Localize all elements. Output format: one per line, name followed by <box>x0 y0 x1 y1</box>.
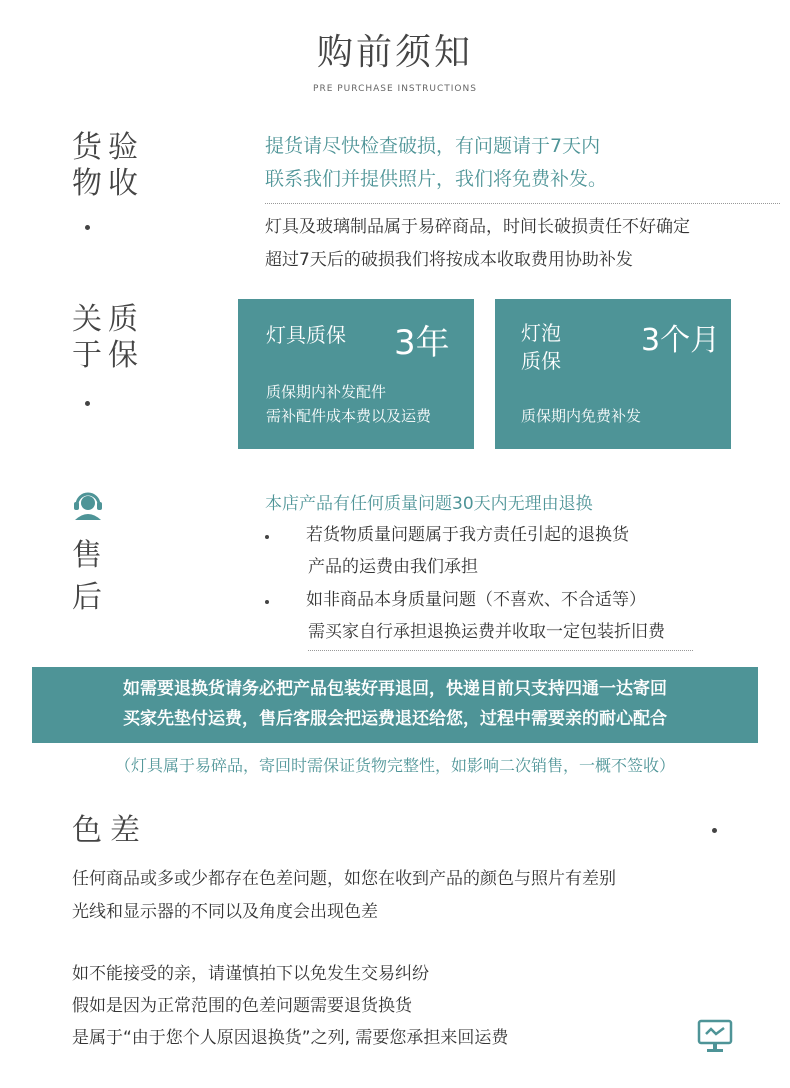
inspection-note-line1: 灯具及玻璃制品属于易碎商品，时间长破损责任不好确定 <box>265 217 690 237</box>
warranty-heading-col1: 关于 <box>72 302 102 373</box>
bulb-warranty-name-line2: 质保 <box>521 349 561 373</box>
inspection-note-line2: 超过7天后的破损我们将按成本收取费用协助补发 <box>265 250 633 270</box>
inspection-highlight-line1: 提货请尽快检查破损，有问题请于7天内 <box>265 135 601 157</box>
lamp-warranty-desc-line1: 质保期内补发配件 <box>266 383 387 401</box>
warranty-heading-col2: 质保 <box>108 302 138 373</box>
color-diff-heading: 色差 <box>72 813 148 848</box>
bulb-warranty-desc: 质保期内免费补发 <box>521 407 642 425</box>
aftersale-heading-line1: 售 <box>72 538 102 573</box>
color-diff-line5: 是属于“由于您个人原因退换货”之列, 需要您承担来回运费 <box>72 1028 509 1048</box>
page-subtitle: PRE PURCHASE INSTRUCTIONS <box>313 84 477 94</box>
aftersale-bullet1-line1: 若货物质量问题属于我方责任引起的退换货 <box>306 525 629 545</box>
aftersale-bullet1-line2: 产品的运费由我们承担 <box>308 557 478 577</box>
lamp-warranty-name: 灯具质保 <box>266 323 346 347</box>
bulb-warranty-card <box>495 299 731 449</box>
aftersale-bullet2-line2: 需买家自行承担退换运费并收取一定包装折旧费 <box>308 622 665 642</box>
page-title: 购前须知 <box>316 32 473 73</box>
dotted-divider <box>308 650 693 651</box>
color-diff-line3: 如不能接受的亲，请谨慎拍下以免发生交易纠纷 <box>72 964 429 984</box>
bulb-warranty-duration: 3个月 <box>641 323 721 358</box>
bullet-dot <box>712 828 717 833</box>
monitor-icon <box>697 1018 733 1054</box>
lamp-warranty-duration: 3年 <box>394 323 450 363</box>
banner-line1: 如需要退换货请务必把产品包装好再退回，快递目前只支持四通一达寄回 <box>123 679 667 699</box>
bullet-dot <box>85 401 90 406</box>
banner-line2: 买家先垫付运费，售后客服会把运费退还给您，过程中需要亲的耐心配合 <box>123 709 667 729</box>
color-diff-line4: 假如是因为正常范围的色差问题需要退货换货 <box>72 996 412 1016</box>
color-diff-line2: 光线和显示器的不同以及角度会出现色差 <box>72 902 378 922</box>
inspection-heading-col1: 货物 <box>72 130 102 201</box>
inspection-heading-col2: 验收 <box>108 130 138 201</box>
headset-support-icon <box>70 486 106 522</box>
aftersale-intro: 本店产品有任何质量问题30天内无理由退换 <box>265 494 593 514</box>
aftersale-heading-line2: 后 <box>72 580 102 615</box>
color-diff-line1: 任何商品或多或少都存在色差问题，如您在收到产品的颜色与照片有差别 <box>72 869 616 889</box>
bullet-dot <box>265 535 269 539</box>
bulb-warranty-name-line1: 灯泡 <box>521 321 561 345</box>
lamp-warranty-desc-line2: 需补配件成本费以及运费 <box>266 407 432 425</box>
return-notice-banner <box>32 667 758 743</box>
fragile-note: （灯具属于易碎品，寄回时需保证货物完整性，如影响二次销售，一概不签收） <box>114 756 675 775</box>
aftersale-bullet2-line1: 如非商品本身质量问题（不喜欢、不合适等） <box>306 590 646 610</box>
inspection-highlight-line2: 联系我们并提供照片，我们将免费补发。 <box>265 168 608 190</box>
bullet-dot <box>85 225 90 230</box>
lamp-warranty-card <box>238 299 474 449</box>
dotted-divider <box>265 203 780 204</box>
bullet-dot <box>265 600 269 604</box>
